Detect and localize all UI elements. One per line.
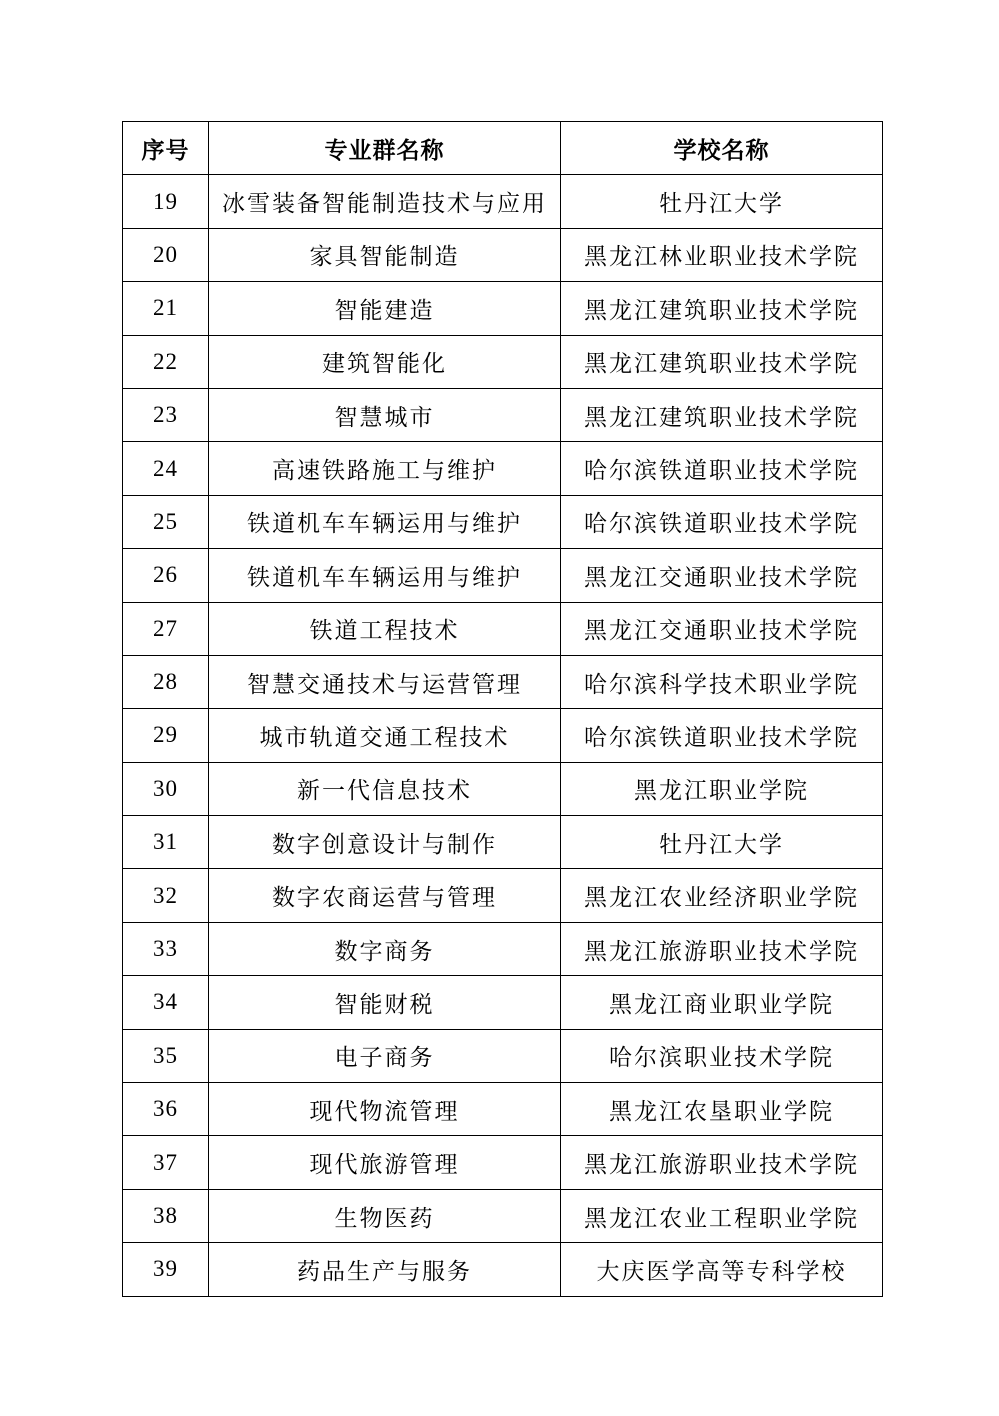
cell-serial-number: 20	[123, 228, 209, 281]
cell-school-name: 哈尔滨科学技术职业学院	[561, 655, 883, 708]
cell-program-group-name: 智慧城市	[209, 388, 561, 441]
table-row	[123, 442, 883, 495]
cell-school-name: 哈尔滨铁道职业技术学院	[561, 442, 883, 495]
cell-school-name: 黑龙江农业经济职业学院	[561, 869, 883, 922]
cell-serial-number: 35	[123, 1029, 209, 1082]
cell-program-group-name: 城市轨道交通工程技术	[209, 709, 561, 762]
table-row	[123, 869, 883, 922]
table-row	[123, 655, 883, 708]
table-row	[123, 1189, 883, 1242]
table-row	[123, 976, 883, 1029]
cell-school-name: 哈尔滨铁道职业技术学院	[561, 495, 883, 548]
cell-program-group-name: 现代物流管理	[209, 1083, 561, 1136]
cell-serial-number: 23	[123, 388, 209, 441]
cell-program-group-name: 数字农商运营与管理	[209, 869, 561, 922]
cell-program-group-name: 家具智能制造	[209, 228, 561, 281]
cell-serial-number: 21	[123, 282, 209, 335]
cell-serial-number: 26	[123, 549, 209, 602]
cell-serial-number: 25	[123, 495, 209, 548]
cell-school-name: 哈尔滨职业技术学院	[561, 1029, 883, 1082]
cell-school-name: 黑龙江职业学院	[561, 762, 883, 815]
cell-program-group-name: 智能财税	[209, 976, 561, 1029]
cell-serial-number: 24	[123, 442, 209, 495]
cell-school-name: 黑龙江建筑职业技术学院	[561, 335, 883, 388]
header-serial-number: 序号	[123, 122, 209, 175]
cell-program-group-name: 铁道机车车辆运用与维护	[209, 495, 561, 548]
table-row	[123, 922, 883, 975]
cell-program-group-name: 冰雪装备智能制造技术与应用	[209, 175, 561, 228]
table-row	[123, 1136, 883, 1189]
table-row	[123, 816, 883, 869]
cell-program-group-name: 现代旅游管理	[209, 1136, 561, 1189]
cell-serial-number: 38	[123, 1189, 209, 1242]
cell-school-name: 大庆医学高等专科学校	[561, 1243, 883, 1296]
cell-serial-number: 32	[123, 869, 209, 922]
cell-program-group-name: 药品生产与服务	[209, 1243, 561, 1296]
cell-program-group-name: 电子商务	[209, 1029, 561, 1082]
cell-school-name: 黑龙江交通职业技术学院	[561, 549, 883, 602]
cell-program-group-name: 生物医药	[209, 1189, 561, 1242]
cell-serial-number: 39	[123, 1243, 209, 1296]
table-body	[123, 175, 883, 1296]
cell-serial-number: 22	[123, 335, 209, 388]
cell-school-name: 哈尔滨铁道职业技术学院	[561, 709, 883, 762]
cell-school-name: 牡丹江大学	[561, 816, 883, 869]
cell-program-group-name: 建筑智能化	[209, 335, 561, 388]
cell-program-group-name: 智慧交通技术与运营管理	[209, 655, 561, 708]
table-row	[123, 1083, 883, 1136]
table-row	[123, 495, 883, 548]
cell-program-group-name: 智能建造	[209, 282, 561, 335]
table-row	[123, 549, 883, 602]
table-row	[123, 1243, 883, 1296]
cell-serial-number: 30	[123, 762, 209, 815]
program-group-table	[122, 121, 883, 1297]
table-row	[123, 335, 883, 388]
cell-serial-number: 28	[123, 655, 209, 708]
cell-serial-number: 33	[123, 922, 209, 975]
cell-school-name: 黑龙江建筑职业技术学院	[561, 282, 883, 335]
table-row	[123, 1029, 883, 1082]
cell-serial-number: 29	[123, 709, 209, 762]
cell-school-name: 黑龙江建筑职业技术学院	[561, 388, 883, 441]
cell-program-group-name: 新一代信息技术	[209, 762, 561, 815]
cell-school-name: 黑龙江商业职业学院	[561, 976, 883, 1029]
header-program-group-name: 专业群名称	[209, 122, 561, 175]
cell-serial-number: 27	[123, 602, 209, 655]
table-row	[123, 602, 883, 655]
cell-serial-number: 34	[123, 976, 209, 1029]
cell-school-name: 黑龙江交通职业技术学院	[561, 602, 883, 655]
cell-school-name: 黑龙江旅游职业技术学院	[561, 922, 883, 975]
cell-program-group-name: 铁道机车车辆运用与维护	[209, 549, 561, 602]
header-school-name: 学校名称	[561, 122, 883, 175]
cell-school-name: 黑龙江旅游职业技术学院	[561, 1136, 883, 1189]
table-row	[123, 228, 883, 281]
cell-program-group-name: 高速铁路施工与维护	[209, 442, 561, 495]
cell-school-name: 黑龙江林业职业技术学院	[561, 228, 883, 281]
cell-program-group-name: 数字商务	[209, 922, 561, 975]
cell-school-name: 黑龙江农业工程职业学院	[561, 1189, 883, 1242]
cell-school-name: 黑龙江农垦职业学院	[561, 1083, 883, 1136]
cell-school-name: 牡丹江大学	[561, 175, 883, 228]
cell-program-group-name: 铁道工程技术	[209, 602, 561, 655]
cell-serial-number: 37	[123, 1136, 209, 1189]
table-row	[123, 388, 883, 441]
table-header-row	[123, 122, 883, 175]
table-row	[123, 762, 883, 815]
table-row	[123, 709, 883, 762]
cell-serial-number: 31	[123, 816, 209, 869]
cell-program-group-name: 数字创意设计与制作	[209, 816, 561, 869]
table-row	[123, 282, 883, 335]
cell-serial-number: 36	[123, 1083, 209, 1136]
cell-serial-number: 19	[123, 175, 209, 228]
table-row	[123, 175, 883, 228]
